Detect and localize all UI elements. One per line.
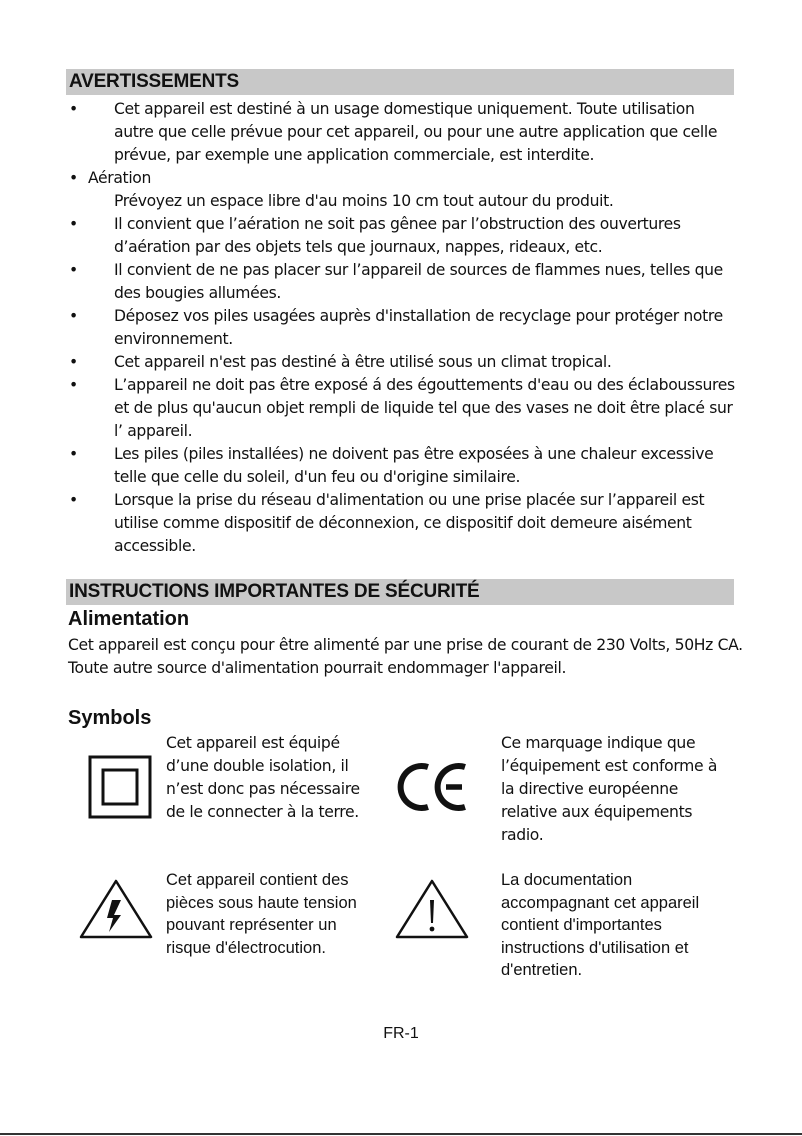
- ce-mark-icon: [396, 758, 470, 816]
- list-item: • Il convient que l’aération ne soit pas gênee par l’obstruction des ouvertures d’aération par des objets tels que journaux, nappes, rideaux, etc.: [69, 215, 681, 256]
- bottom-divider: [0, 1133, 802, 1135]
- symbols-heading: Symbols: [68, 707, 152, 729]
- list-item: • Cet appareil est destiné à un usage domestique uniquement. Toute utilisation autre que celle prévue pour cet appareil, ou pour une autre application que celle prévue, par exemple une application commerciale, est interdite.: [69, 100, 718, 164]
- caution-text: La documentation accompagnant cet appareil contient d'importantes instructions d'utilisation et d'entretien.: [501, 871, 700, 979]
- page-number: FR-1: [383, 1025, 419, 1042]
- safety-section-title: INSTRUCTIONS IMPORTANTES DE SÉCURITÉ: [66, 579, 734, 605]
- list-item: • Lorsque la prise du réseau d'alimentation ou une prise placée sur l’appareil est utilise comme dispositif de déconnexion, ce dispositif doit demeure aisément accessible.: [69, 491, 705, 555]
- warnings-list: [66, 98, 738, 558]
- list-item: • Aération Prévoyez un espace libre d'au moins 10 cm tout autour du produit.: [66, 167, 738, 213]
- double-insulation-text: Cet appareil est équipé d’une double isolation, il n’est donc pas nécessaire de le connecter à la terre.: [166, 734, 360, 821]
- power-text: Cet appareil est conçu pour être alimenté par une prise de courant de 230 Volts, 50Hz CA. Toute autre source d'alimentation pourrait endommager l'appareil.: [68, 636, 743, 677]
- aeration-label: Aération: [88, 169, 152, 187]
- list-item: • L’appareil ne doit pas être exposé á des égouttements d'eau ou des éclaboussures et de plus qu'aucun objet rempli de liquide tel que des vases ne doit être placé sur l’ appareil.: [69, 376, 735, 440]
- caution-exclamation-icon: [394, 878, 470, 940]
- warnings-section-title: AVERTISSEMENTS: [66, 69, 734, 95]
- aeration-detail: Prévoyez un espace libre d'au moins 10 cm tout autour du produit.: [114, 192, 614, 210]
- double-insulation-icon: [88, 755, 152, 819]
- list-item: • Les piles (piles installées) ne doivent pas être exposées à une chaleur excessive telle que celle du soleil, d'un feu ou d'origine similaire.: [69, 445, 714, 486]
- list-item: • Il convient de ne pas placer sur l’appareil de sources de flammes nues, telles que des bougies allumées.: [69, 261, 723, 302]
- high-voltage-warning-icon: [78, 878, 154, 940]
- list-item: • Déposez vos piles usagées auprès d'installation de recyclage pour protéger notre environnement.: [69, 307, 723, 348]
- power-heading: Alimentation: [68, 608, 190, 630]
- high-voltage-text: Cet appareil contient des pièces sous haute tension pouvant représenter un risque d'électrocution.: [166, 871, 357, 957]
- list-item: • Cet appareil n'est pas destiné à être utilisé sous un climat tropical.: [69, 353, 612, 371]
- ce-mark-text: Ce marquage indique que l’équipement est conforme à la directive européenne relative aux équipements radio.: [501, 734, 718, 844]
